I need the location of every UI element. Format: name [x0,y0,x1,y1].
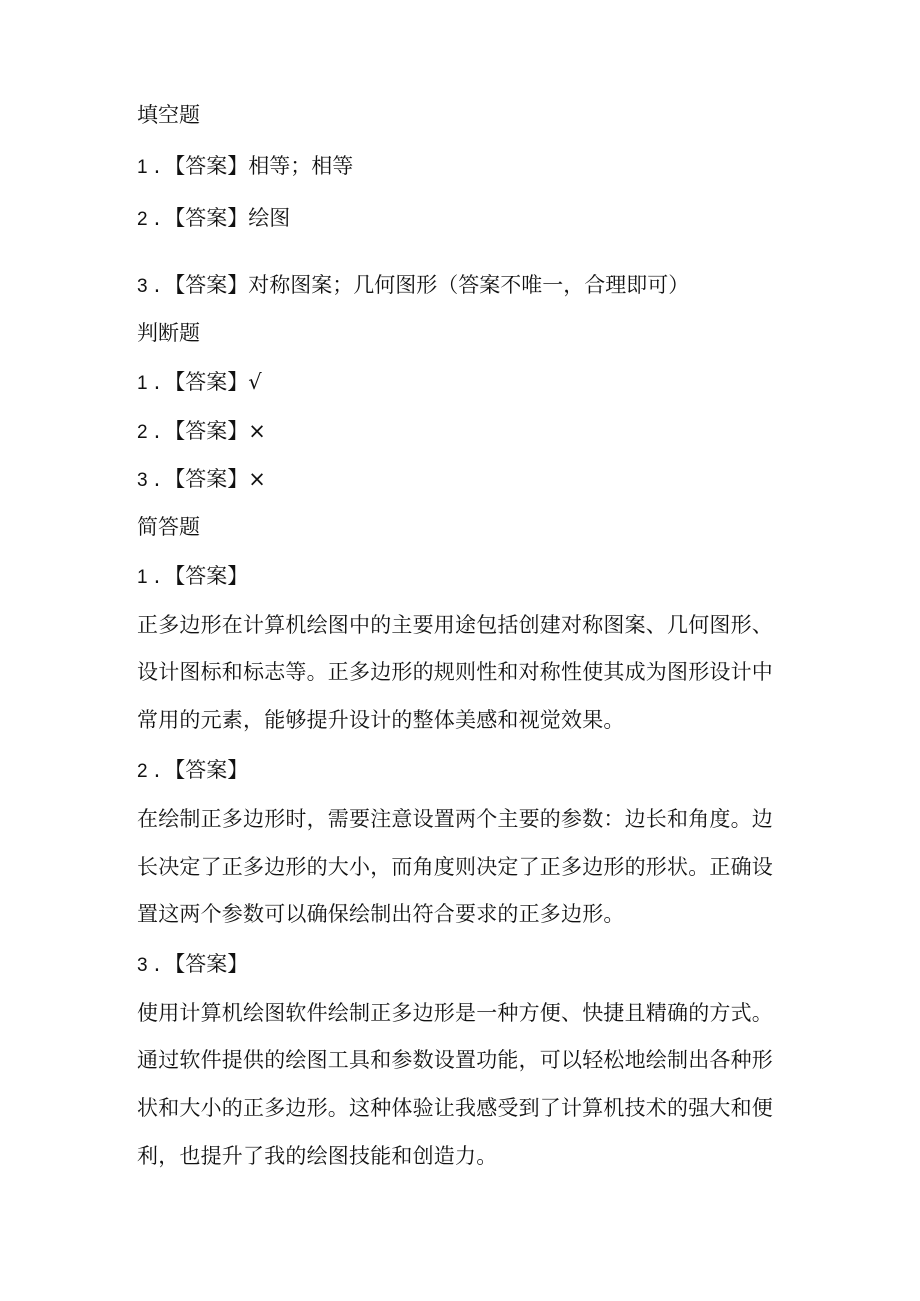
section-title-short-answer: 简答题 [137,515,200,539]
item-answer: 【答案】对称图案；几何图形（答案不唯一，合理即可） [164,273,690,297]
item-number: 3 [137,276,148,297]
item-answer: 【答案】√ [164,370,262,394]
answer-text-line: 置这两个参数可以确保绘制出符合要求的正多边形。 [137,902,625,926]
item-dot: . [153,154,161,178]
section-title-fill-blank: 填空题 [137,103,200,127]
answer-text-line: 正多边形在计算机绘图中的主要用途包括创建对称图案、几何图形、 [137,613,773,637]
true-false-item-3 [137,464,266,496]
answer-text-line: 利，也提升了我的绘图技能和创造力。 [137,1144,498,1168]
item-answer: 【答案】× [164,419,266,443]
item-number: 1 [137,567,148,588]
fill-blank-item-3 [137,270,689,302]
item-number: 2 [137,209,148,230]
item-number: 3 [137,470,148,491]
answer-text-line: 常用的元素，能够提升设计的整体美感和视觉效果。 [137,708,625,732]
fill-blank-item-1 [137,151,353,183]
short-answer-item-2 [137,755,248,787]
item-dot: . [153,206,161,230]
answer-text-line: 状和大小的正多边形。这种体验让我感受到了计算机技术的强大和便 [137,1096,773,1120]
answer-text-line: 在绘制正多边形时，需要注意设置两个主要的参数：边长和角度。边 [137,807,773,831]
item-dot: . [153,758,161,782]
item-answer: 【答案】绘图 [164,206,291,230]
fill-blank-item-2 [137,203,290,235]
answer-text-line: 长决定了正多边形的大小，而角度则决定了正多边形的形状。正确设 [137,855,773,879]
item-dot: . [153,419,161,443]
item-dot: . [153,467,161,491]
item-number: 1 [137,373,148,394]
answer-text-line: 设计图标和标志等。正多边形的规则性和对称性使其成为图形设计中 [137,660,773,684]
item-number: 3 [137,955,148,976]
item-answer-label: 【答案】 [164,952,249,976]
item-dot: . [153,370,161,394]
item-number: 1 [137,157,148,178]
item-answer: 【答案】× [164,467,266,491]
true-false-item-2 [137,416,266,448]
short-answer-item-3 [137,949,248,981]
item-number: 2 [137,761,148,782]
answer-text-line: 使用计算机绘图软件绘制正多边形是一种方便、快捷且精确的方式。 [137,1001,773,1025]
item-answer: 【答案】相等；相等 [164,154,354,178]
item-answer-label: 【答案】 [164,758,249,782]
item-number: 2 [137,422,148,443]
item-answer-label: 【答案】 [164,564,249,588]
true-false-item-1 [137,367,262,399]
item-dot: . [153,564,161,588]
section-title-true-false: 判断题 [137,321,200,345]
item-dot: . [153,952,161,976]
answer-text-line: 通过软件提供的绘图工具和参数设置功能，可以轻松地绘制出各种形 [137,1048,773,1072]
item-dot: . [153,273,161,297]
short-answer-item-1 [137,561,248,593]
